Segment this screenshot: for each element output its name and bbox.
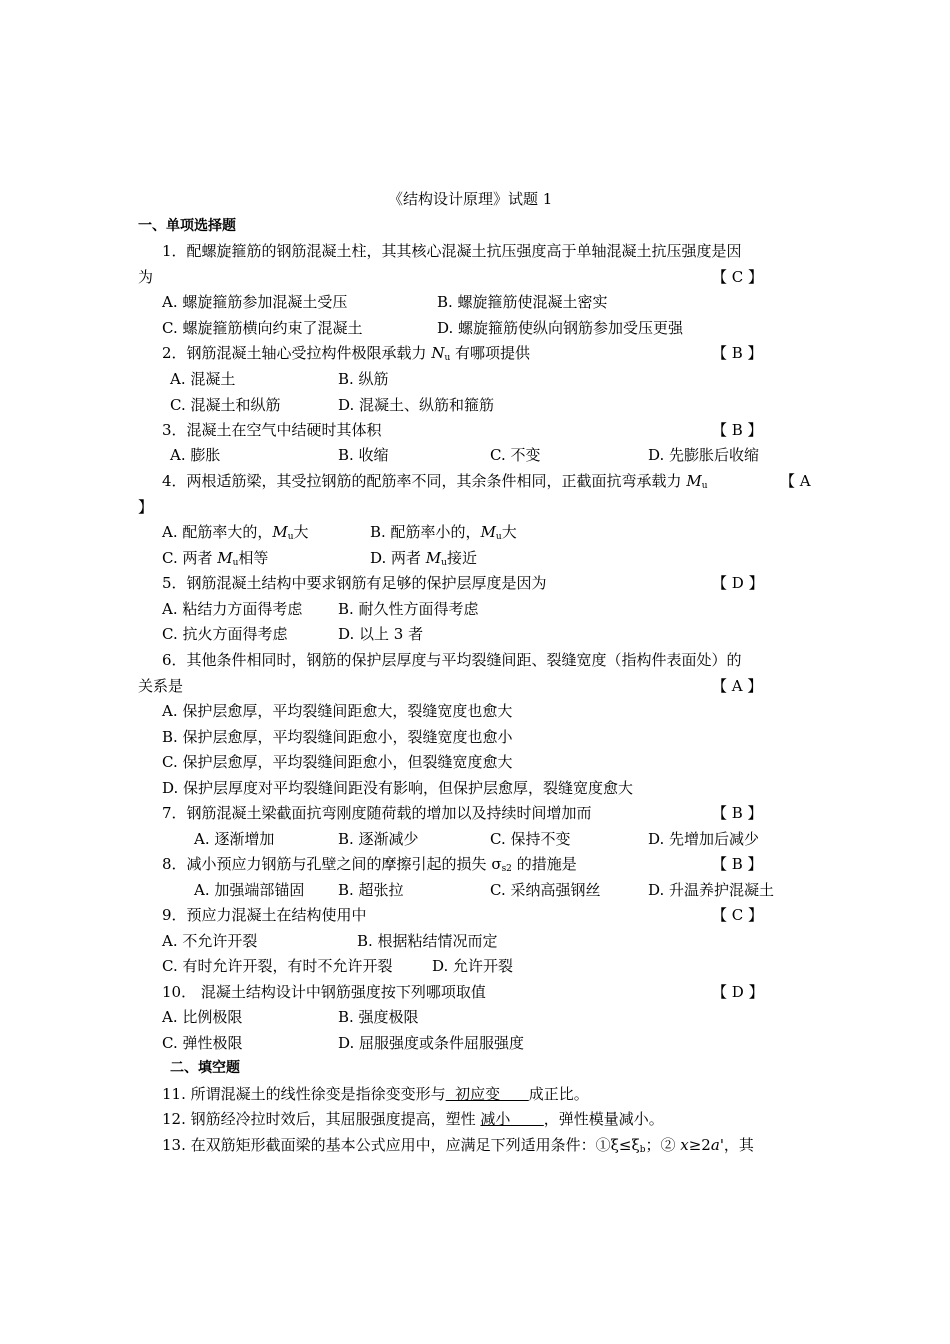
q4-option-b [370,522,517,542]
q2-stem-var: N [431,344,445,362]
q8-option-a: A. 加强端部锚固 [194,881,305,899]
q7-option-b: B. 逐渐减少 [338,830,419,848]
q4-option-d-pre: D. 两者 [370,549,426,567]
q4-stem [162,471,707,491]
q4-stem-pre: 4．两根适筋梁，其受拉钢筋的配筋率不同，其余条件相同，正截面抗弯承载力 [162,472,687,490]
q10-option-b: B. 强度极限 [338,1008,419,1026]
q4-answer-open: 【 A [780,472,811,490]
q3-option-c: C. 不变 [490,446,541,464]
q3-answer: 【 B 】 [712,421,763,439]
q9-option-a: A. 不允许开裂 [162,932,258,950]
q5-option-a: A. 粘结力方面得考虑 [162,600,303,618]
q1-answer: 【 C 】 [712,268,764,286]
q1-stem-line2: 为 [138,268,154,286]
q8-stem-post: 的措施是 [511,855,577,873]
q4-option-a-post: 大 [293,523,309,541]
q6-stem-line1: 6．其他条件相同时，钢筋的保护层厚度与平均裂缝间距、裂缝宽度（指构件表面处）的 [162,651,742,669]
q8-option-b: B. 超张拉 [338,881,404,899]
q13 [162,1135,754,1155]
q4-answer-close: 】 [138,498,154,516]
q4-option-c-pre: C. 两者 [162,549,218,567]
q6-stem-line2: 关系是 [138,677,184,695]
q7-stem: 7．钢筋混凝土梁截面抗弯刚度随荷载的增加以及持续时间增加而 [162,804,592,822]
q4-option-d [370,548,477,568]
q13-mid: ；② [645,1136,681,1154]
q11-pre: 11. 所谓混凝土的线性徐变是指徐变变形与 [162,1085,446,1103]
q10-option-d: D. 屈服强度或条件屈服强度 [338,1034,525,1052]
q13-sub: b [639,1145,646,1155]
section-fill-title: 二、填空题 [170,1060,240,1076]
q5-option-b: B. 耐久性方面得考虑 [338,600,479,618]
q4-option-a-sub: u [287,532,294,542]
q2-option-a: A. 混凝土 [170,370,236,388]
q1-option-c: C. 螺旋箍筋横向约束了混凝土 [162,319,363,337]
q4-option-d-var: M [425,549,442,567]
q8-option-c: C. 采纳高强钢丝 [490,881,601,899]
q2-option-c: C. 混凝土和纵筋 [170,396,281,414]
q5-stem: 5．钢筋混凝土结构中要求钢筋有足够的保护层厚度是因为 [162,574,547,592]
q8-stem [162,854,577,874]
q13-a: a [710,1136,720,1154]
q5-option-c: C. 抗火方面得考虑 [162,625,288,643]
q3-option-a: A. 膨胀 [170,446,221,464]
q8-stem-pre: 8．减小预应力钢筋与孔壁之间的摩擦引起的损失 σ [162,855,502,873]
q10-option-c: C. 弹性极限 [162,1034,243,1052]
q8-answer: 【 B 】 [712,855,763,873]
q5-option-d: D. 以上 3 者 [338,625,424,643]
q9-answer: 【 C 】 [712,906,764,924]
q10-option-a: A. 比例极限 [162,1008,243,1026]
q13-x: x [680,1136,689,1154]
q3-option-d: D. 先膨胀后收缩 [648,446,760,464]
q10-stem: 10． 混凝土结构设计中钢筋强度按下列哪项取值 [162,983,486,1001]
q4-option-d-sub: u [441,558,447,568]
q4-option-c [162,548,268,568]
q1-option-b: B. 螺旋箍筋使混凝土密实 [437,293,608,311]
q8-option-d: D. 升温养护混凝土 [648,881,775,899]
q4-option-b-post: 大 [501,523,517,541]
q13-ge: ≥2 [688,1136,711,1154]
q4-stem-sub: u [701,481,708,491]
q7-answer: 【 B 】 [712,804,763,822]
q9-option-d: D. 允许开裂 [432,957,514,975]
q7-option-c: C. 保持不变 [490,830,571,848]
q5-answer: 【 D 】 [712,574,764,592]
q6-option-d: D. 保护层厚度对平均裂缝间距没有影响，但保护层愈厚，裂缝宽度愈大 [162,779,634,797]
q4-option-a-pre: A. 配筋率大的， [162,523,273,541]
q2-option-d: D. 混凝土、纵筋和箍筋 [338,396,495,414]
q1-stem-line1: 1．配螺旋箍筋的钢筋混凝土柱，其其核心混凝土抗压强度高于单轴混凝土抗压强度是因 [162,242,742,260]
q2-answer: 【 B 】 [712,344,763,362]
q7-option-d: D. 先增加后减少 [648,830,760,848]
q4-option-b-var: M [480,523,496,541]
q2-stem-sub: u [444,353,451,363]
q4-option-a-var: M [272,523,288,541]
q9-stem: 9．预应力混凝土在结构使用中 [162,906,367,924]
q3-stem: 3．混凝土在空气中结硬时其体积 [162,421,382,439]
q2-stem-pre: 2．钢筋混凝土轴心受拉构件极限承载力 [162,344,432,362]
q6-answer: 【 A 】 [712,677,763,695]
q4-option-c-post: 相等 [238,549,269,567]
q12-pre: 12. 钢筋经冷拉时效后，其屈服强度提高，塑性 [162,1110,481,1128]
q6-option-b: B. 保护层愈厚，平均裂缝间距愈小，裂缝宽度也愈小 [162,728,513,746]
q13-pre: 13. 在双筋矩形截面梁的基本公式应用中，应满足下列适用条件：①ξ≤ξ [162,1136,640,1154]
q4-option-b-pre: B. 配筋率小的， [370,523,481,541]
q2-stem [162,343,530,363]
q4-option-d-post: 接近 [446,549,477,567]
section-choice-title: 一、单项选择题 [138,218,236,234]
q13-post: '，其 [719,1136,754,1154]
q8-stem-sub: s2 [501,864,512,874]
q7-option-a: A. 逐渐增加 [194,830,275,848]
q2-stem-post: 有哪项提供 [450,344,531,362]
q11-post: 成正比。 [528,1085,589,1103]
q4-option-c-sub: u [232,558,239,568]
q4-option-a [162,522,309,542]
q6-option-a: A. 保护层愈厚，平均裂缝间距愈大，裂缝宽度也愈大 [162,702,513,720]
q6-option-c: C. 保护层愈厚，平均裂缝间距愈小，但裂缝宽度愈大 [162,753,513,771]
q4-option-b-sub: u [495,532,502,542]
q4-stem-var: M [686,472,702,490]
doc-title: 《结构设计原理》试题 1 [388,190,553,208]
q9-option-b: B. 根据粘结情况而定 [357,932,498,950]
q12-blank-answer: 减小 [480,1110,544,1128]
q1-option-a: A. 螺旋箍筋参加混凝土受压 [162,293,348,311]
q3-option-b: B. 收缩 [338,446,389,464]
q9-option-c: C. 有时允许开裂，有时不允许开裂 [162,957,393,975]
q2-option-b: B. 纵筋 [338,370,389,388]
q11-blank-answer: 初应变 [445,1085,529,1103]
q4-option-c-var: M [217,549,233,567]
q11 [162,1084,589,1104]
q10-answer: 【 D 】 [712,983,764,1001]
q12 [162,1109,664,1129]
q12-post: ，弹性模量减小。 [543,1110,664,1128]
q1-option-d: D. 螺旋箍筋使纵向钢筋参加受压更强 [437,319,684,337]
